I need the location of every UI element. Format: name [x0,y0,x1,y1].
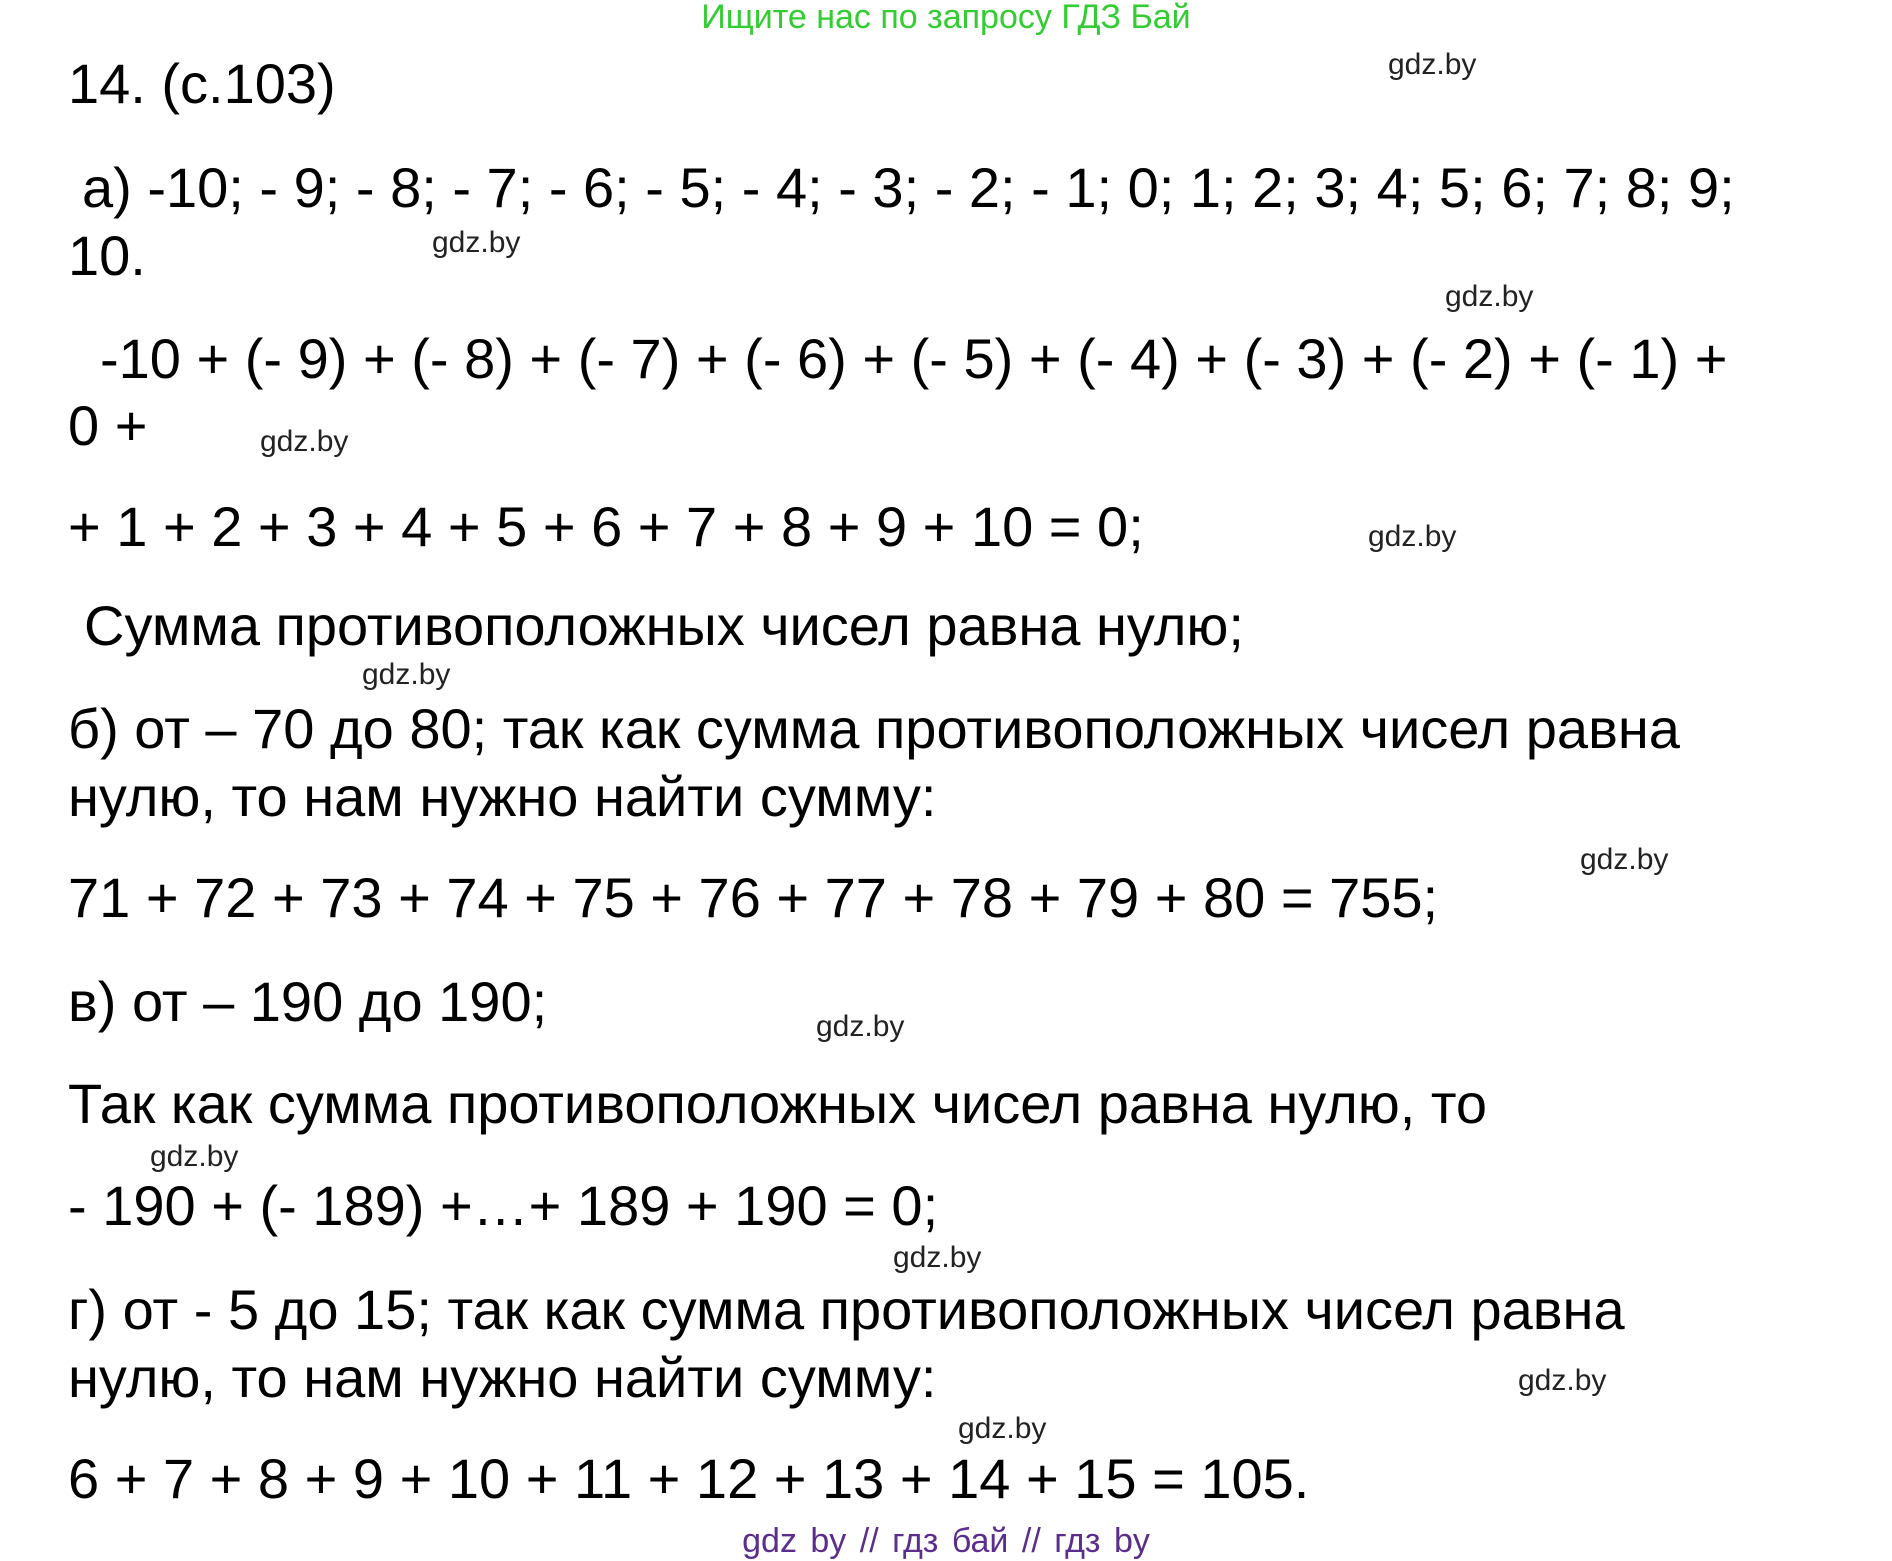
part-a-conclusion: Сумма противоположных чисел равна нулю; [84,594,1244,657]
part-a-sum-line2: 0 + [68,394,148,457]
watermark: gdz.by [1368,520,1457,553]
watermark: gdz.by [260,425,349,458]
watermark: gdz.by [1518,1364,1607,1397]
watermark: gdz.by [893,1241,982,1274]
part-b-line2: нулю, то нам нужно найти сумму: [68,765,937,828]
watermark: gdz.by [1580,843,1669,876]
watermark: gdz.by [432,226,521,259]
part-v-line1: в) от – 190 до 190; [68,970,548,1033]
part-a-sum-line1: -10 + (- 9) + (- 8) + (- 7) + (- 6) + (- 5) + (- 4) + (- 3) + (- 2) + (- 1) + [100,327,1728,390]
exercise-title: 14. (с.103) [68,52,336,115]
part-a-sum-line3: + 1 + 2 + 3 + 4 + 5 + 6 + 7 + 8 + 9 + 10 = 0; [68,495,1144,558]
part-b-line1: б) от – 70 до 80; так как сумма противоположных чисел равна [68,697,1680,760]
part-a-line2: 10. [68,224,146,287]
part-v-sum: - 190 + (- 189) +…+ 189 + 190 = 0; [68,1174,939,1237]
header-banner: Ищите нас по запросу ГДЗ Бай [701,0,1191,36]
part-v-line2: Так как сумма противоположных чисел равна нулю, то [68,1072,1488,1135]
watermark: gdz.by [362,658,451,691]
part-g-line1: г) от - 5 до 15; так как сумма противоположных чисел равна [68,1278,1625,1341]
watermark: gdz.by [1445,280,1534,313]
part-g-sum: 6 + 7 + 8 + 9 + 10 + 11 + 12 + 13 + 14 + 15 = 105. [68,1447,1310,1510]
watermark: gdz.by [1388,48,1477,81]
part-b-sum: 71 + 72 + 73 + 74 + 75 + 76 + 77 + 78 + 79 + 80 = 755; [68,866,1439,929]
watermark: gdz.by [150,1140,239,1173]
watermark: gdz.by [958,1412,1047,1445]
part-g-line2: нулю, то нам нужно найти сумму: [68,1346,937,1409]
footer-links: gdz by // гдз бай // гдз by [742,1522,1150,1560]
watermark: gdz.by [816,1010,905,1043]
part-a-line1: а) -10; - 9; - 8; - 7; - 6; - 5; - 4; - 3; - 2; - 1; 0; 1; 2; 3; 4; 5; 6; 7; 8; 9; [82,156,1735,219]
